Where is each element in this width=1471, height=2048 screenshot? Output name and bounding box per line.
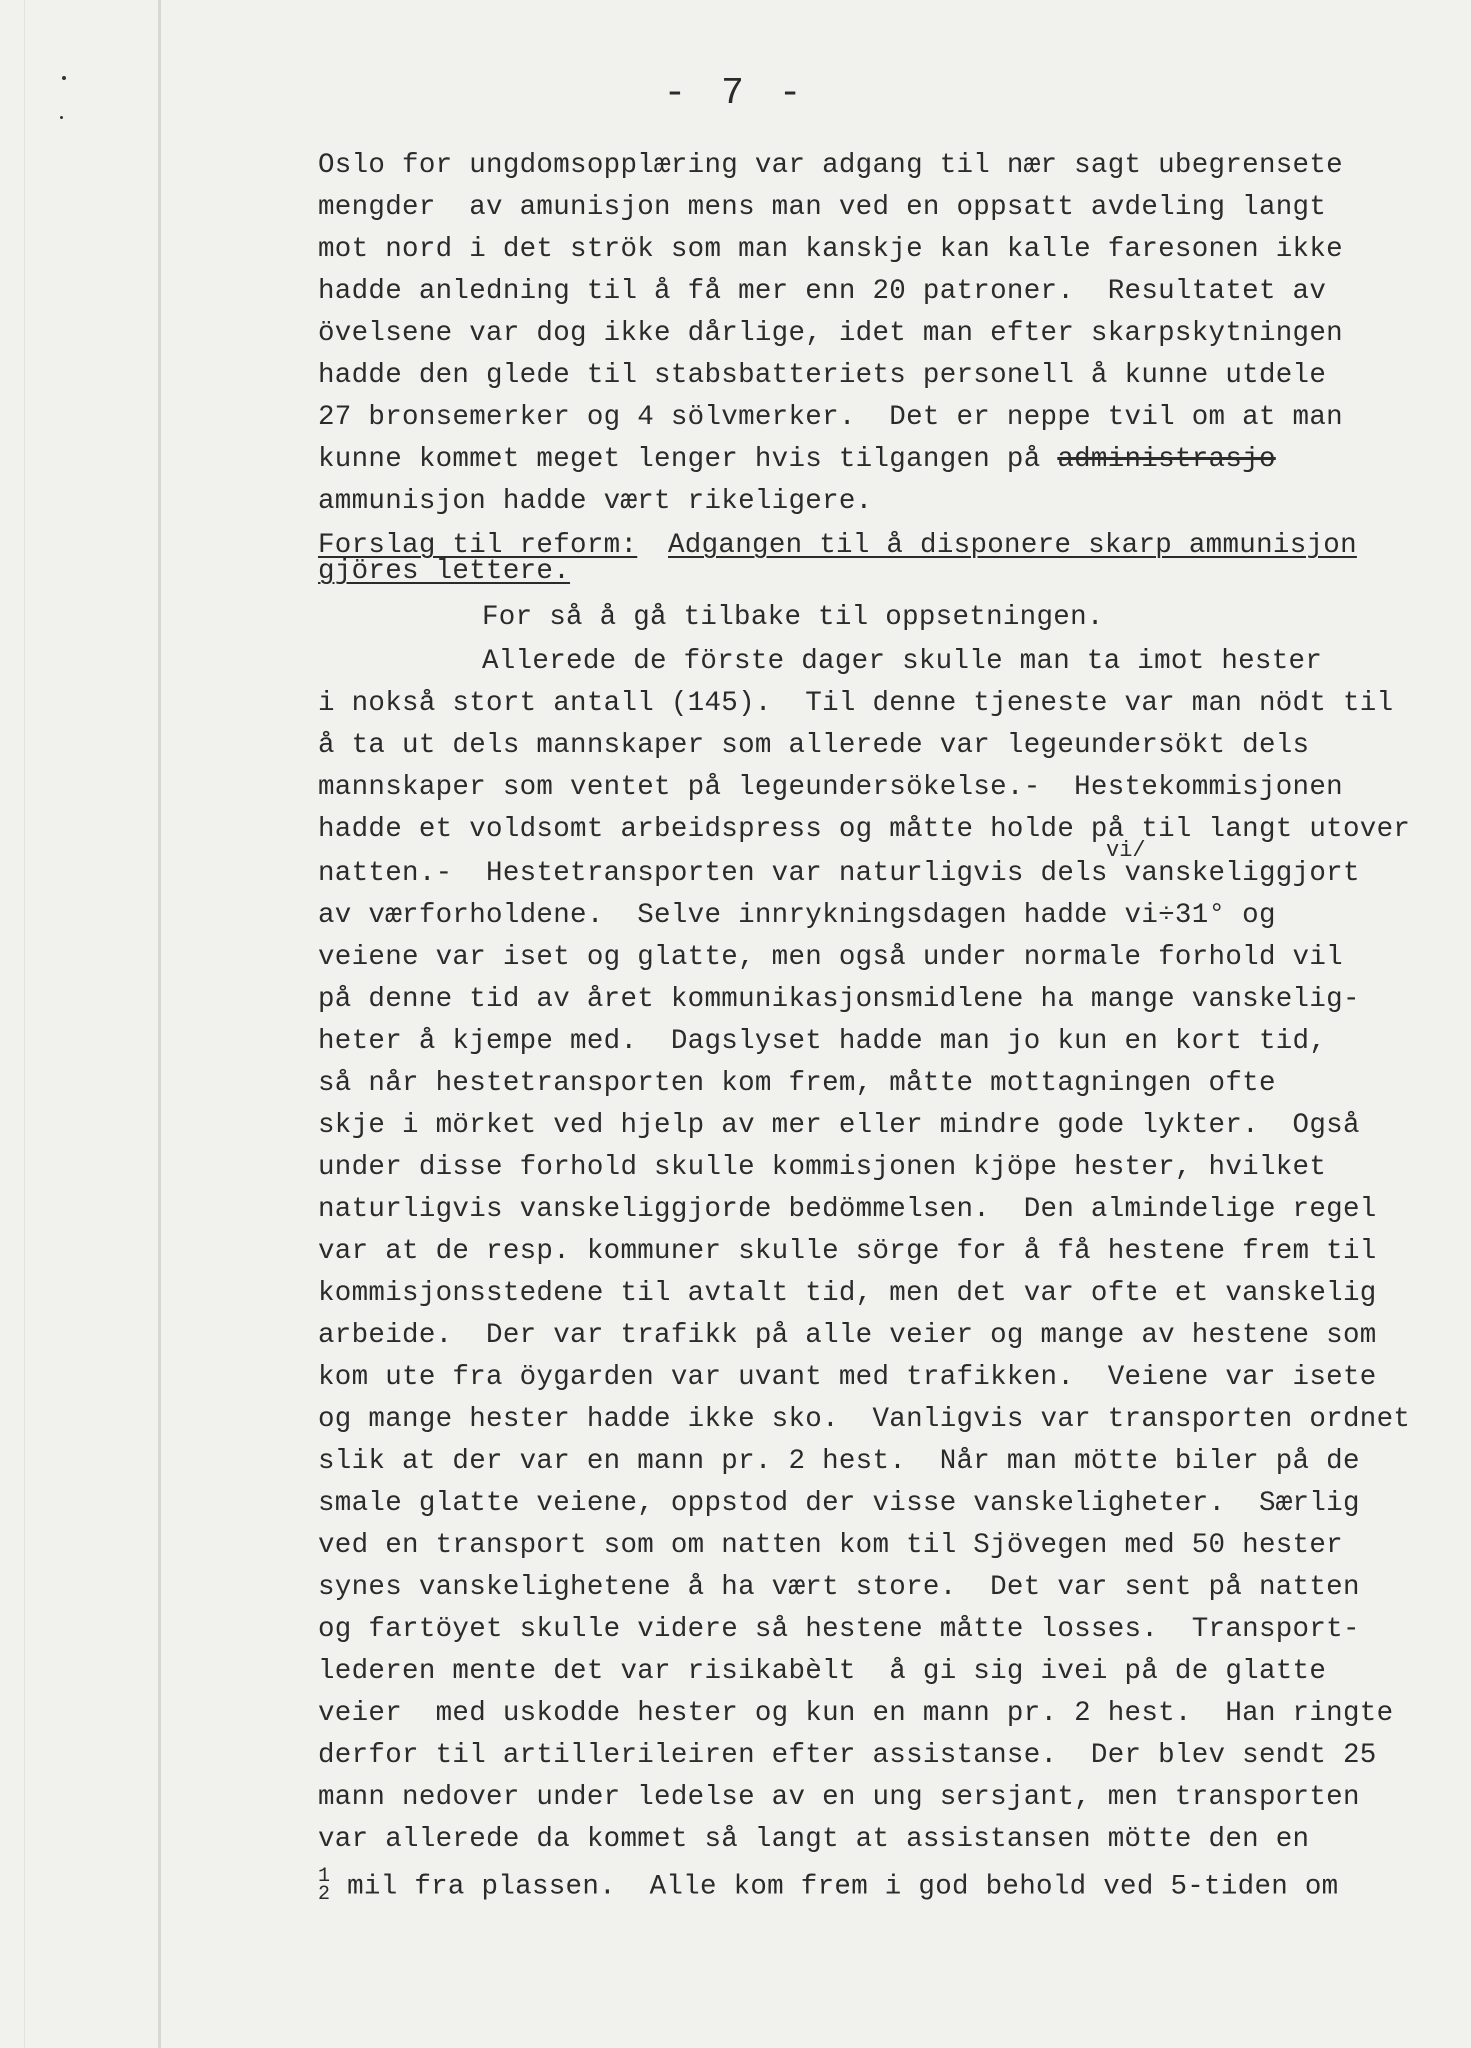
proposal-text: Adgangen til å disponere skarp ammunisjon xyxy=(668,530,1357,561)
inserted-word: vi/ xyxy=(1106,838,1146,863)
text-line: så når hestetransporten kom frem, måtte mottagningen ofte xyxy=(318,1068,1276,1099)
half-fraction xyxy=(318,1865,331,1906)
margin-rule xyxy=(158,0,161,2048)
text-line: skje i mörket ved hjelp av mer eller mindre gode lykter. Også xyxy=(318,1110,1360,1141)
indented-line: Allerede de förste dager skulle man ta imot hester xyxy=(482,646,1323,677)
speck-mark xyxy=(60,116,63,119)
text-line: veier med uskodde hester og kun en mann pr. 2 hest. Han ringte xyxy=(318,1698,1394,1729)
text-line: smale glatte veiene, oppstod der visse vanskeligheter. Særlig xyxy=(318,1488,1360,1519)
text-line: å ta ut dels mannskaper som allerede var legeundersökt dels xyxy=(318,730,1310,761)
text-segment: mil fra plassen. Alle kom frem i god behold ved 5-tiden om xyxy=(330,1871,1339,1903)
text-line: lederen mente det var risikabèlt å gi sig ivei på de glatte xyxy=(318,1656,1327,1687)
text-line: under disse forhold skulle kommisjonen kjöpe hester, hvilket xyxy=(318,1152,1327,1183)
text-line-with-strike xyxy=(318,446,1276,474)
text-line: ved en transport som om natten kom til Sjövegen med 50 hester xyxy=(318,1530,1343,1561)
text-line: hadde den glede til stabsbatteriets personell å kunne utdele xyxy=(318,360,1327,391)
text-line: mengder av amunisjon mens man ved en oppsatt avdeling langt xyxy=(318,192,1327,223)
text-line: kommisjonsstedene til avtalt tid, men det var ofte et vanskelig xyxy=(318,1278,1377,1309)
text-line: Oslo for ungdomsopplæring var adgang til nær sagt ubegrensete xyxy=(318,150,1343,181)
text-line: synes vanskelighetene å ha vært store. Det var sent på natten xyxy=(318,1572,1360,1603)
fraction-denominator: 2 xyxy=(318,1883,331,1906)
text-line: i nokså stort antall (145). Til denne tjeneste var man nödt til xyxy=(318,688,1394,719)
text-line: heter å kjempe med. Dagslyset hadde man jo kun en kort tid, xyxy=(318,1026,1327,1057)
text-line: 27 bronsemerker og 4 sölvmerker. Det er neppe tvil om at man xyxy=(318,402,1343,433)
text-line: kom ute fra öygarden var uvant med trafikken. Veiene var isete xyxy=(318,1362,1377,1393)
proposal-text-continued: gjöres lettere. xyxy=(318,556,571,587)
text-line-last xyxy=(318,1865,1339,1906)
text-line: hadde anledning til å få mer enn 20 patroner. Resultatet av xyxy=(318,276,1327,307)
text-line: arbeide. Der var trafikk på alle veier og mange av hestene som xyxy=(318,1320,1377,1351)
text-line: var allerede da kommet så langt at assistansen mötte den en xyxy=(318,1824,1310,1855)
text-line: övelsene var dog ikke dårlige, idet man efter skarpskytningen xyxy=(318,318,1343,349)
text-line: mot nord i det strök som man kanskje kan kalle faresonen ikke xyxy=(318,234,1343,265)
text-line: og fartöyet skulle videre så hestene måtte losses. Transport- xyxy=(318,1614,1360,1645)
text-line: av værforholdene. Selve innrykningsdagen hadde vi÷31° og xyxy=(318,900,1276,931)
text-line: var at de resp. kommuner skulle sörge for å få hestene frem til xyxy=(318,1236,1377,1267)
text-line: på denne tid av året kommunikasjonsmidlene ha mange vanskelig- xyxy=(318,984,1360,1015)
struck-word: administrasjo xyxy=(1057,444,1276,475)
text-line: natten.- Hestetransporten var naturligvis dels vanskeliggjort xyxy=(318,858,1360,889)
indented-line: For så å gå tilbake til oppsetningen. xyxy=(482,602,1104,633)
text-segment: kunne kommet meget lenger hvis tilgangen på xyxy=(318,444,1058,475)
text-line: ammunisjon hadde vært rikeligere. xyxy=(318,486,873,517)
text-line: hadde et voldsomt arbeidspress og måtte holde på til langt utover xyxy=(318,814,1411,845)
text-line: veiene var iset og glatte, men også under normale forhold vil xyxy=(318,942,1343,973)
fraction-numerator: 1 xyxy=(318,1865,331,1888)
text-line: naturligvis vanskeliggjorde bedömmelsen. Den almindelige regel xyxy=(318,1194,1377,1225)
text-line: mannskaper som ventet på legeundersökelse.- Hestekommisjonen xyxy=(318,772,1343,803)
proposal-label: Forslag til reform: xyxy=(318,530,638,561)
page-number: - 7 - xyxy=(663,72,808,115)
page-edge-line xyxy=(24,0,25,2048)
text-line: mann nedover under ledelse av en ung sersjant, men transporten xyxy=(318,1782,1360,1813)
text-line: derfor til artillerileiren efter assistanse. Der blev sendt 25 xyxy=(318,1740,1377,1771)
text-line: og mange hester hadde ikke sko. Vanligvis var transporten ordnet xyxy=(318,1404,1411,1435)
text-line: slik at der var en mann pr. 2 hest. Når man mötte biler på de xyxy=(318,1446,1360,1477)
